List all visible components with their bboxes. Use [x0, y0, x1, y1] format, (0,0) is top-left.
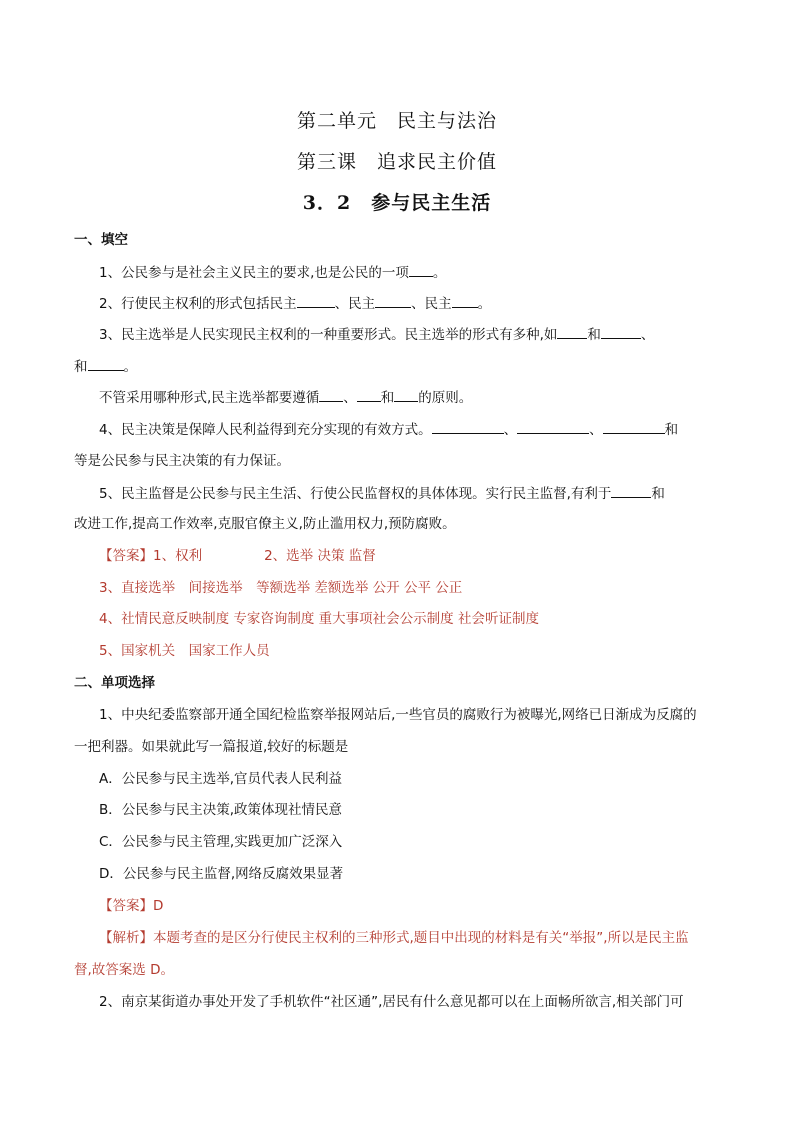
section-title: 3．2 参与民主生活	[302, 192, 492, 214]
choice-question-1-cont: 一把利器。如果就此写一篇报道,较好的标题是	[74, 739, 349, 755]
option-a: A．公民参与民主选举,官员代表人民利益	[99, 771, 343, 787]
answer-line-4: 4、社情民意反映制度 专家咨询制度 重大事项社会公示制度 社会听证制度	[99, 611, 539, 627]
choice-answer: 【答案】D	[99, 898, 164, 914]
fill-question-3-cont: 和 。	[74, 356, 137, 377]
choice-question-2: 2、南京某街道办事处开发了手机软件“社区通”,居民有什么意见都可以在上面畅所欲言,相关部门可	[99, 994, 684, 1010]
fill-question-4: 4、民主决策是保障人民利益得到充分实现的有效方式。 、 、 和	[99, 419, 678, 440]
answer-tag: 【答案】	[99, 898, 153, 914]
option-b: B．公民参与民主决策,政策体现社情民意	[99, 802, 343, 818]
fill-question-1: 1、公民参与是社会主义民主的要求,也是公民的一项 。	[99, 262, 446, 283]
fill-question-4-cont: 等是公民参与民主决策的有力保证。	[74, 453, 290, 469]
analysis-line-2: 督,故答案选 D。	[74, 962, 174, 978]
answer-line-5: 5、国家机关 国家工作人员	[99, 643, 270, 659]
fill-question-3-principles: 不管采用哪种形式,民主选举都要遵循 、 和 的原则。	[99, 387, 472, 408]
answer-tag: 【答案】	[99, 548, 153, 564]
answer-line-1: 【答案】1、权利 2、选举 决策 监督	[99, 548, 376, 564]
analysis-line-1: 【解析】本题考查的是区分行使民主权利的三种形式,题目中出现的材料是有关“举报”,所以是民主监	[99, 930, 689, 946]
fill-question-5-cont: 改进工作,提高工作效率,克服官僚主义,防止滥用权力,预防腐败。	[74, 516, 456, 532]
unit-title: 第二单元 民主与法治	[296, 110, 497, 132]
fill-question-2: 2、行使民主权利的形式包括民主 、民主 、民主 。	[99, 293, 491, 314]
lesson-title: 第三课 追求民主价值	[296, 151, 497, 173]
choice-question-1: 1、中央纪委监察部开通全国纪检监察举报网站后,一些官员的腐败行为被曝光,网络已日渐成为反腐的	[99, 707, 697, 723]
option-c: C．公民参与民主管理,实践更加广泛深入	[99, 834, 343, 850]
analysis-tag: 【解析】	[99, 930, 153, 946]
answer-line-3: 3、直接选举 间接选举 等额选举 差额选举 公开 公平 公正	[99, 580, 463, 596]
fill-question-5: 5、民主监督是公民参与民主生活、行使公民监督权的具体体现。实行民主监督,有利于 和	[99, 483, 665, 504]
fill-blank-heading: 一、填空	[74, 232, 128, 248]
fill-question-3: 3、民主选举是人民实现民主权利的一种重要形式。民主选举的形式有多种,如 和 、	[99, 324, 654, 345]
single-choice-heading: 二、单项选择	[74, 675, 155, 691]
option-d: D．公民参与民主监督,网络反腐效果显著	[99, 866, 344, 882]
